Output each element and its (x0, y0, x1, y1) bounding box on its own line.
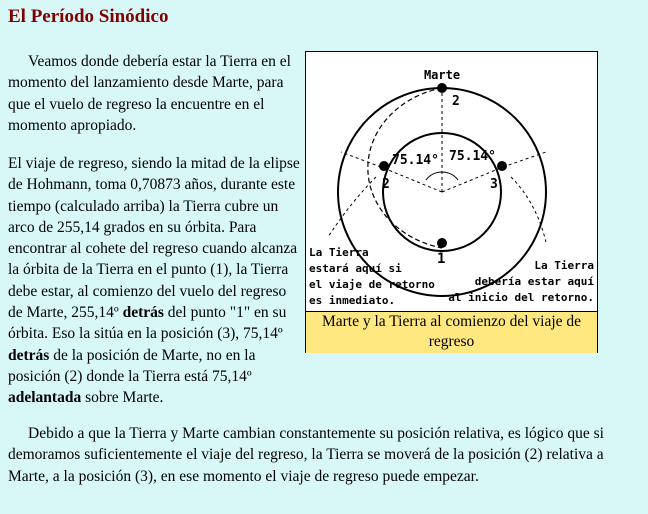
mars-num: 2 (452, 94, 460, 109)
note-right-line: La Tierra (534, 259, 594, 272)
left-leader (328, 177, 376, 237)
orbit-svg (306, 52, 597, 311)
angle-right-label: 75.14° (449, 149, 496, 164)
return-text-2: del punto "1" en su órbita. Eso la sitúa en la posición (3), 75,14º (8, 304, 287, 343)
note-left-line: La Tierra (309, 246, 369, 259)
mars-label: Marte (423, 68, 461, 82)
figure-caption: Marte y la Tierra al comienzo del viaje de regreso (306, 311, 597, 353)
page-title: El Período Sinódico (8, 6, 169, 27)
right-num: 3 (490, 177, 498, 192)
note-left (309, 246, 435, 307)
bottom-num: 1 (437, 251, 446, 267)
note-right-line: debería estar aquí (474, 275, 594, 288)
earth-dot-1 (437, 238, 447, 248)
return-bold-3: adelantada (8, 389, 82, 407)
left-ray-ext (341, 152, 381, 167)
intro-paragraph (8, 51, 298, 136)
angle-left-label: 75.14° (392, 153, 439, 168)
conclusion-text: Debido a que la Tierra y Marte cambian constantemente su posición relativa, es lógico que si demoramos suficientemente el viaje del regreso, la Tierra se moverá de la posición (2) relativa a Marte, a la posición (3), en ese momento el viaje de regreso puede empezar. (8, 425, 604, 485)
note-left-line: estará aquí si (309, 262, 402, 275)
return-text-3: de la posición de Marte, no en la posición (2) donde la Tierra está 75,14º (8, 346, 256, 385)
earth-dot-2 (379, 161, 389, 171)
conclusion-paragraph (8, 423, 640, 487)
mars-dot (437, 83, 447, 93)
note-left-line: el viaje de retorno (309, 278, 435, 291)
intro-text: Veamos donde debería estar la Tierra en el momento del lanzamiento desde Marte, para que el vuelo de regreso la encuentre en el momento apropiado. (8, 53, 291, 134)
return-trip-paragraph (8, 153, 302, 409)
left-num: 2 (382, 177, 390, 192)
right-leader (511, 177, 546, 242)
note-left-line: es inmediato. (309, 294, 396, 307)
angle-arc-left (426, 172, 442, 180)
angle-arc-right (442, 172, 458, 180)
return-bold-2: detrás (8, 346, 50, 364)
note-right (448, 259, 594, 304)
return-text-1: El viaje de regreso, siendo la mitad de la elipse de Hohmann, toma 0,70873 años, durante este tiempo (calculado arriba) la Tierra cubre un arco de 255,14 grados en su órbita. Para encontrar al cohete del regreso cuando alcanza la órbita de la Tierra en el punto (1), la Tierra debe estar, al comienzo del vuelo del regreso de Marte, 255,14º (8, 155, 300, 322)
right-ray-ext (503, 152, 546, 167)
earth-dot-3 (497, 161, 507, 171)
left-ray (381, 167, 442, 192)
orbit-diagram (305, 51, 598, 353)
transfer-orbit (368, 88, 442, 248)
return-text-4: sobre Marte. (81, 389, 164, 407)
return-bold-1: detrás (122, 304, 164, 322)
note-right-line: al inicio del retorno. (448, 291, 594, 304)
